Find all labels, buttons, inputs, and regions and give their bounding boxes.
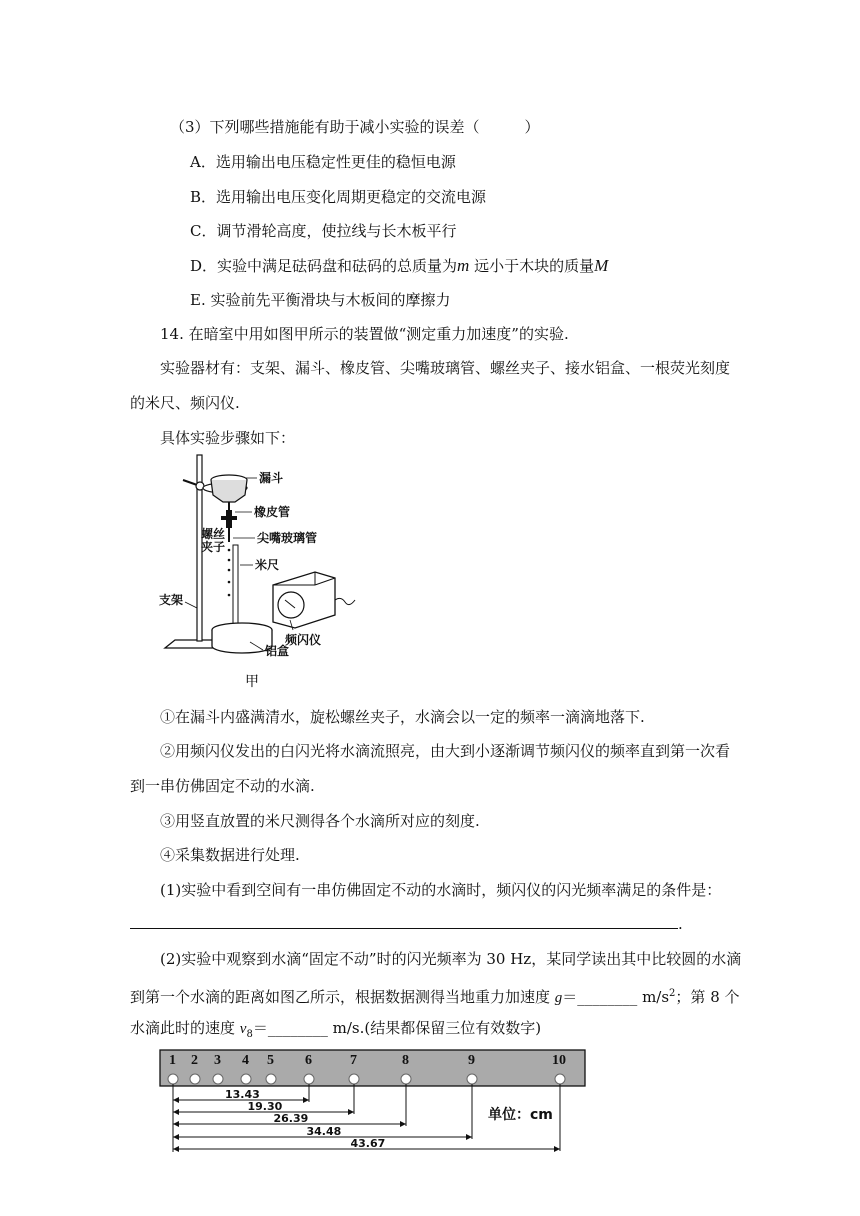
label-rubber-tube: 橡皮管: [254, 505, 291, 519]
q14-sub1-answer-blank[interactable]: .: [130, 914, 683, 934]
apparatus-figure: [155, 450, 385, 695]
q14-step2-line1: ②用频闪仪发出的白闪光将水滴流照亮，由大到小逐渐调节频闪仪的频率直到第一次看: [160, 742, 731, 760]
water-drop: [349, 1074, 359, 1084]
q13-option-e: E. 实验前先平衡滑块与木板间的摩擦力: [190, 291, 451, 309]
distance-label: 43.67: [350, 1137, 386, 1150]
q13-option-a: A．选用输出电压稳定性更佳的稳恒电源: [190, 153, 456, 171]
q14-step3: ③用竖直放置的米尺测得各个水滴所对应的刻度.: [160, 812, 480, 830]
distance-label: 13.43: [225, 1088, 260, 1101]
distance-label: 19.30: [247, 1100, 283, 1113]
water-drop: [190, 1074, 200, 1084]
label-clamp-2: 夹子: [201, 540, 226, 554]
drop-number-1: 1: [169, 1053, 176, 1068]
drop-number-6: 6: [305, 1053, 312, 1068]
drop-number-3: 3: [214, 1053, 221, 1068]
label-ruler: 米尺: [255, 558, 280, 572]
q13-option-d: D．实验中满足砝码盘和砝码的总质量为m 远小于木块的质量M: [190, 256, 609, 275]
label-box: 铝盒: [265, 644, 290, 658]
label-funnel: 漏斗: [259, 471, 284, 485]
drop-number-7: 7: [350, 1053, 357, 1068]
q13-option-c: C．调节滑轮高度，使拉线与长木板平行: [190, 222, 457, 240]
water-drop: [304, 1074, 314, 1084]
label-strobe: 频闪仪: [285, 633, 322, 647]
water-drop: [467, 1074, 477, 1084]
q14-step1: ①在漏斗内盛满清水，旋松螺丝夹子，水滴会以一定的频率一滴滴地落下.: [160, 708, 645, 726]
ruler-bar: [160, 1050, 585, 1086]
water-drop: [213, 1074, 223, 1084]
q13-option-b: B．选用输出电压变化周期更稳定的交流电源: [190, 188, 487, 206]
drop-number-5: 5: [267, 1053, 274, 1068]
distance-label: 26.39: [273, 1112, 309, 1125]
meter-ruler: [233, 545, 238, 630]
water-drop: [555, 1074, 565, 1084]
q14-sub1: (1)实验中看到空间有一串仿佛固定不动的水滴时，频闪仪的闪光频率满足的条件是：: [160, 881, 722, 899]
figure-caption-jia: 甲: [245, 674, 259, 690]
drop-number-10: 10: [552, 1053, 566, 1068]
water-drop: [401, 1074, 411, 1084]
q14-step2-line2: 到一串仿佛固定不动的水滴.: [130, 777, 315, 795]
q14-sub2-line1: (2)实验中观察到水滴“固定不动”时的闪光频率为 30 Hz，某同学读出其中比较圆的水滴: [160, 950, 742, 968]
q14-steps-title: 具体实验步骤如下：: [160, 429, 296, 447]
ruler-figure: [150, 1046, 590, 1152]
drop-number-4: 4: [242, 1053, 249, 1068]
unit-label: 单位：cm: [488, 1107, 553, 1123]
drop-number-9: 9: [468, 1053, 475, 1068]
water-drop: [266, 1074, 276, 1084]
water-drop: [168, 1074, 178, 1084]
water-drop: [241, 1074, 251, 1084]
drop-number-2: 2: [191, 1053, 198, 1068]
q14-materials-line2: 的米尺、频闪仪.: [130, 394, 240, 412]
label-clamp-1: 螺丝: [201, 527, 226, 541]
q14-materials-line1: 实验器材有：支架、漏斗、橡皮管、尖嘴玻璃管、螺丝夹子、接水铝盒、一根荧光刻度: [160, 359, 731, 377]
q14-sub2-line3: 水滴此时的速度 $v_8=\_\_\_\_\_\_\_\_$ m/s.(结果都保留三位有效数字): [130, 1019, 542, 1040]
distance-label: 34.48: [306, 1125, 342, 1138]
q14-step4: ④采集数据进行处理.: [160, 846, 300, 864]
label-stand: 支架: [159, 593, 184, 607]
drop-number-8: 8: [402, 1053, 409, 1068]
q14-intro: 14. 在暗室中用如图甲所示的装置做“测定重力加速度”的实验.: [160, 325, 569, 343]
screw-clamp: [221, 516, 237, 520]
q13-part3-stem: （3）下列哪些措施能有助于减小实验的误差（ ）: [170, 118, 540, 136]
q14-sub2-line2: 到第一个水滴的距离如图乙所示，根据数据测得当地重力加速度 g＝________ $m/s^2$；第 8 个: [130, 988, 740, 1006]
label-glass-tube: 尖嘴玻璃管: [257, 531, 318, 545]
